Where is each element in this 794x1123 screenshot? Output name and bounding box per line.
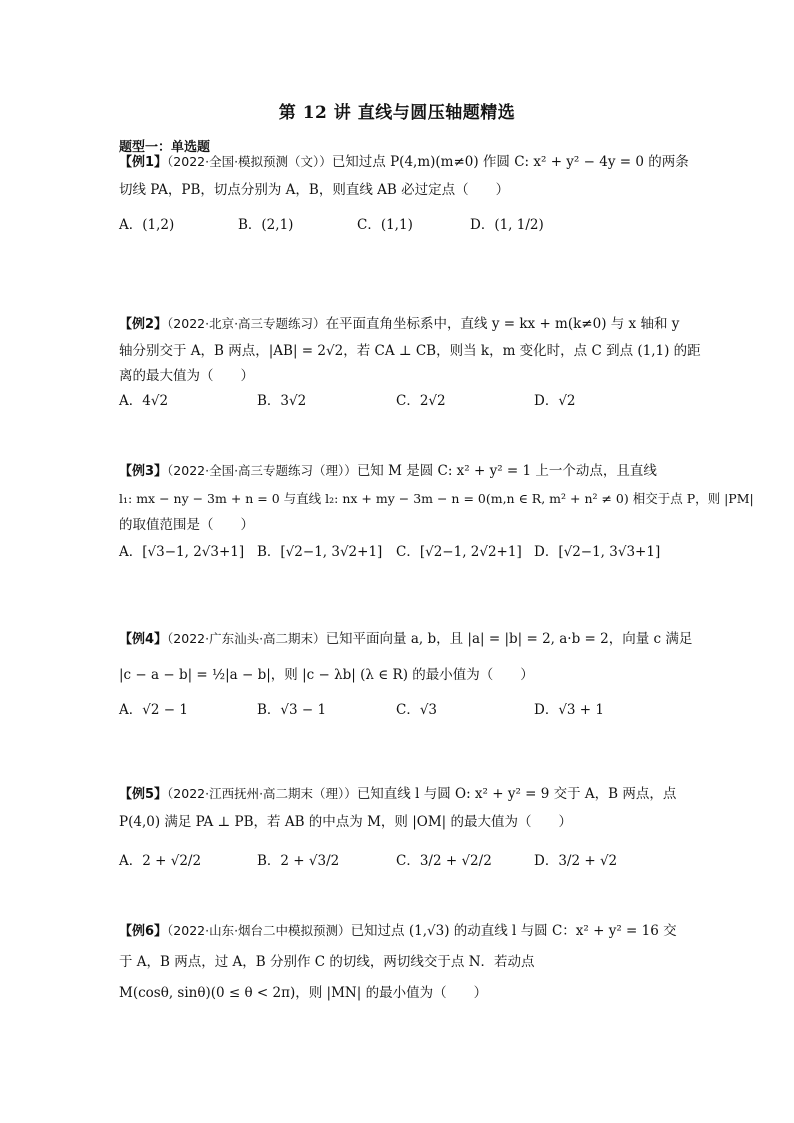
option-c: C．2√2 [396,393,446,409]
option-a: A．2 + √2/2 [119,853,202,869]
problem-source: （2022·全国·高三专题练习（理）） [167,463,357,478]
option-c: C．(1,1) [357,217,413,233]
option-a: A．(1,2) [119,217,175,233]
problem-6 [119,921,679,1003]
problem-text: 已知过点 (1,√3) 的动直线 l 与圆 C：x² + y² = 16 交 [350,923,677,939]
options-row [119,699,679,721]
problem-text: 轴分别交于 A，B 两点，|AB| = 2√2，若 CA ⊥ CB，则当 k，m 变化时，点 C 到点 (1,1) 的距 [119,343,701,359]
problem-label: 【例3】 [119,464,168,479]
problem-label: 【例1】 [119,155,168,170]
option-d: D．√3 + 1 [534,702,604,718]
options-row [119,390,679,412]
problem-source: （2022·山东·烟台二中模拟预测） [167,923,351,938]
problem-label: 【例2】 [119,317,168,332]
problem-source: （2022·广东汕头·高二期末） [167,631,326,646]
option-c: C．[√2−1, 2√2+1] [396,544,522,560]
option-a: A．√2 − 1 [119,702,188,718]
page-title: 第 12 讲 直线与圆压轴题精选 [278,103,516,123]
option-c: C．√3 [396,702,438,718]
problem-text: 已知平面向量 a, b，且 |a| = |b| = 2, a·b = 2，向量 c 满足 [325,631,693,647]
problem-text: P(4,0) 满足 PA ⊥ PB，若 AB 的中点为 M，则 |OM| 的最大值为（ ） [119,814,572,830]
problem-text: M(cosθ, sinθ)(0 ≤ θ < 2π)，则 |MN| 的最小值为（ ） [119,985,488,1001]
option-a: A．[√3−1, 2√3+1] [119,544,245,560]
problem-text: 已知直线 l 与圆 O: x² + y² = 9 交于 A，B 两点，点 [356,786,677,802]
problem-text: |c − a − b| = ½|a − b|，则 |c − λb| (λ ∈ R) 的最小值为（ ） [119,667,534,683]
problem-4 [119,629,693,721]
option-b: B．(2,1) [238,217,294,233]
options-row [119,541,679,563]
option-a: A．4√2 [119,393,169,409]
problem-label: 【例4】 [119,632,168,647]
problem-text: 切线 PA，PB，切点分别为 A，B，则直线 AB 必过定点（ ） [119,182,510,198]
problem-text: 已知过点 P(4,m)(m≠0) 作圆 C: x² + y² − 4y = 0 的两条 [331,154,689,170]
option-b: B．√3 − 1 [257,702,327,718]
problem-5 [119,784,679,872]
option-b: B．2 + √3/2 [257,853,340,869]
problem-3 [119,461,754,563]
problem-label: 【例6】 [119,924,168,939]
problem-source: （2022·全国·模拟预测（文）） [167,154,332,169]
option-d: D．3/2 + √2 [534,853,618,869]
option-d: D．(1, 1/2) [470,217,544,233]
problem-text: 已知 M 是圆 C: x² + y² = 1 上一个动点，且直线 [356,463,657,479]
option-c: C．3/2 + √2/2 [396,853,492,869]
problem-source: （2022·北京·高三专题练习） [167,316,326,331]
problem-1 [119,152,689,236]
problem-source: （2022·江西抚州·高二期末（理）） [167,786,357,801]
option-b: B．3√2 [257,393,307,409]
problem-text: 离的最大值为（ ） [119,368,254,384]
problem-text: 的取值范围是（ ） [119,517,254,533]
option-d: D．√2 [534,393,576,409]
option-b: B．[√2−1, 3√2+1] [257,544,383,560]
problem-text: l₁: mx − ny − 3m + n = 0 与直线 l₂: nx + my − 3m − n = 0(m,n ∈ R, m² + n² ≠ 0) 相交于点 P，则 |PM| [119,491,754,506]
section-label: 题型一：单选题 [119,140,211,155]
options-row [119,214,679,236]
problem-label: 【例5】 [119,787,168,802]
problem-2 [119,314,701,412]
option-d: D．[√2−1, 3√3+1] [534,544,661,560]
problem-text: 于 A，B 两点，过 A，B 分别作 C 的切线，两切线交于点 N．若动点 [119,954,535,970]
options-row [119,850,679,872]
problem-text: 在平面直角坐标系中，直线 y = kx + m(k≠0) 与 x 轴和 y [325,316,680,332]
